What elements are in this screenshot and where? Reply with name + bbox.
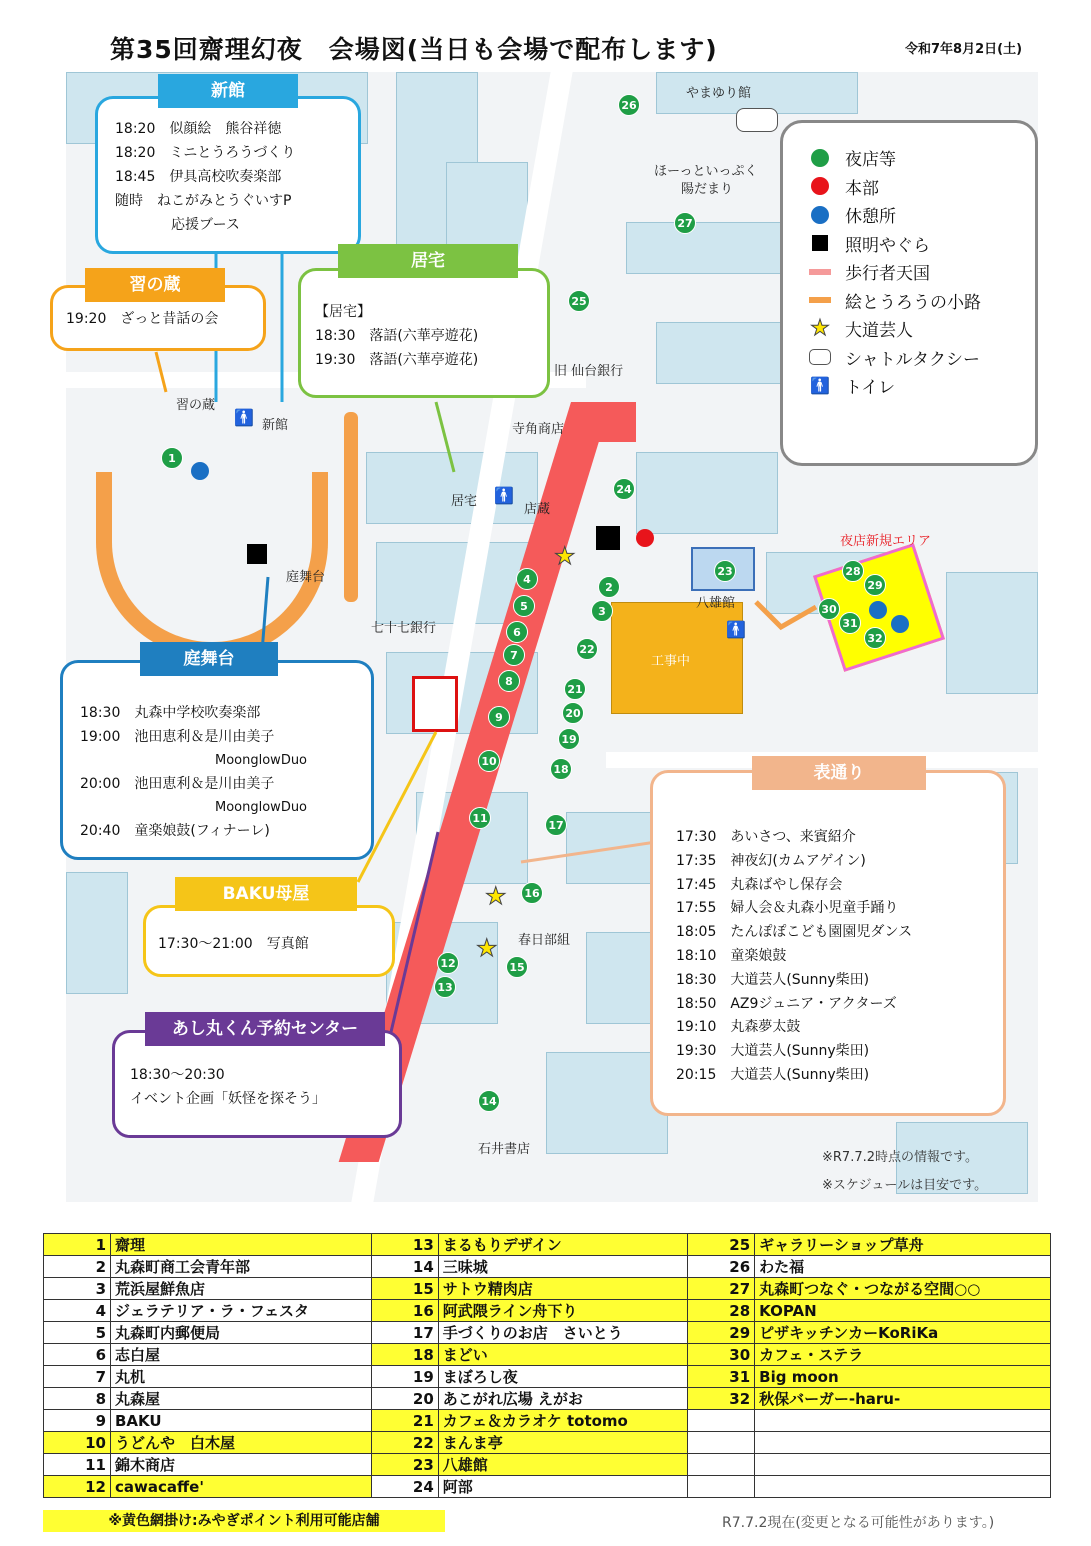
shop-name: ギャラリーショップ草舟 [755, 1234, 1051, 1256]
stall-marker: 12 [437, 952, 459, 974]
shop-name: 志白屋 [111, 1344, 372, 1366]
shop-number: 24 [371, 1476, 438, 1498]
toilet-icon: 🚹 [234, 408, 254, 427]
star-icon: ★ [476, 934, 498, 962]
table-row [44, 1256, 1051, 1278]
stall-marker: 26 [618, 94, 640, 116]
shop-number: 29 [688, 1322, 755, 1344]
stall-marker: 10 [478, 750, 500, 772]
stall-marker: 4 [516, 568, 538, 590]
baku-header: BAKU母屋 [175, 877, 357, 911]
legend-label: シャトルタクシー [845, 349, 980, 370]
schedule-line: 17:30 あいさつ、来賓紹介 [676, 829, 856, 845]
stall-marker: 27 [674, 212, 696, 234]
legend-item [809, 145, 896, 170]
shop-name: 丸机 [111, 1366, 372, 1388]
shop-name: わた福 [755, 1256, 1051, 1278]
green-dot-icon [809, 147, 831, 169]
stall-marker: 32 [864, 627, 886, 649]
toilet-icon: 🚹 [726, 620, 746, 639]
label-naranokura: 習の蔵 [176, 398, 216, 413]
legend-item [809, 259, 930, 284]
niwabutai-schedule [80, 702, 307, 843]
table-row [44, 1234, 1051, 1256]
schedule-line: 19:20 ざっと昔話の会 [66, 311, 219, 327]
note-schedule-estimate: ※スケジュールは目安です。 [822, 1178, 988, 1193]
schedule-line: 【居宅】 [315, 304, 371, 320]
schedule-line: 20:40 童楽娘鼓(フィナーレ) [80, 822, 270, 839]
table-row [44, 1410, 1051, 1432]
shop-number: 17 [371, 1322, 438, 1344]
stall-marker: 7 [503, 644, 525, 666]
stall-marker: 20 [562, 702, 584, 724]
shop-number: 1 [44, 1234, 111, 1256]
shop-name: 阿武隈ライン舟下り [438, 1300, 687, 1322]
shop-name: まぼろし夜 [438, 1366, 687, 1388]
shop-list-table [43, 1233, 1051, 1498]
shop-number: 13 [371, 1234, 438, 1256]
pink-line-icon [809, 261, 831, 283]
schedule-line: 18:30 大道芸人(Sunny柴田) [676, 971, 870, 988]
blue-dot-icon [809, 204, 831, 226]
schedule-line: MoonglowDuo [215, 753, 308, 768]
black-square-icon [809, 232, 831, 254]
shop-name: まどい [438, 1344, 687, 1366]
shop-number: 16 [371, 1300, 438, 1322]
stall-marker: 21 [564, 678, 586, 700]
naranokura-schedule [66, 307, 218, 331]
construction-label: 工事中 [651, 654, 691, 669]
schedule-line: 18:05 たんぽぽこども園園児ダンス [676, 924, 913, 941]
shop-name [755, 1432, 1051, 1454]
stall-marker: 25 [568, 290, 590, 312]
star-icon: ★ [810, 316, 830, 341]
stall-marker: 9 [488, 706, 510, 728]
schedule-line: 17:55 婦人会＆丸森小児童手踊り [676, 900, 899, 917]
omotedori-header: 表通り [752, 756, 926, 790]
stall-marker: 23 [714, 560, 736, 582]
schedule-line: 17:45 丸森ばやし保存会 [676, 876, 843, 893]
shop-name: まんま亭 [438, 1432, 687, 1454]
shop-number: 31 [688, 1366, 755, 1388]
stall-marker: 24 [613, 478, 635, 500]
orange-line-icon [809, 289, 831, 311]
stall-marker: 18 [550, 758, 572, 780]
shop-name: 秋保バーガー-haru- [755, 1388, 1051, 1410]
schedule-line: 20:15 大道芸人(Sunny柴田) [676, 1066, 870, 1083]
table-row [44, 1300, 1051, 1322]
table-row [44, 1388, 1051, 1410]
shop-name [755, 1410, 1051, 1432]
stall-marker: 14 [478, 1090, 500, 1112]
stall-marker: 5 [513, 595, 535, 617]
page-title: 第35回齋理幻夜 会場図(当日も会場で配布します) [110, 35, 718, 64]
legend-label: 大道芸人 [845, 321, 913, 341]
stall-marker: 29 [864, 574, 886, 596]
schedule-line: 19:10 丸森夢太鼓 [676, 1019, 801, 1036]
shop-number: 8 [44, 1388, 111, 1410]
label-shinkan: 新館 [262, 418, 289, 433]
shop-name: 八雄館 [438, 1454, 687, 1476]
legend-label: 夜店等 [845, 150, 896, 170]
shop-number: 14 [371, 1256, 438, 1278]
stall-marker: 30 [818, 598, 840, 620]
shop-number: 6 [44, 1344, 111, 1366]
star-icon: ★ [485, 882, 507, 910]
naranokura-header: 習の蔵 [85, 268, 225, 302]
shop-name: Big moon [755, 1366, 1051, 1388]
legend-label: 休憩所 [845, 207, 896, 227]
shop-number: 4 [44, 1300, 111, 1322]
shop-name: 齋理 [111, 1234, 372, 1256]
schedule-line: 18:10 童楽娘鼓 [676, 947, 787, 964]
kyotaku-schedule [315, 300, 478, 372]
shinkan-header: 新館 [158, 74, 298, 108]
schedule-line: 随時 ねこがみとうぐいすP [115, 193, 292, 209]
shop-name [755, 1454, 1051, 1476]
label-hachiyu: 八雄館 [696, 596, 736, 611]
shop-name: 阿部 [438, 1476, 687, 1498]
shop-name: 丸森屋 [111, 1388, 372, 1410]
schedule-line: 19:30 落語(六華亭遊花) [315, 352, 479, 368]
shop-number [688, 1476, 755, 1498]
table-row [44, 1432, 1051, 1454]
label-terakado: 寺角商店 [512, 422, 565, 437]
toilet-icon: 🚹 [494, 486, 514, 505]
shop-number: 25 [688, 1234, 755, 1256]
label-new-area: 夜店新規エリア [840, 534, 932, 549]
schedule-line: 17:35 神夜幻(カムアゲイン) [676, 852, 866, 869]
label-kyotaku: 居宅 [451, 494, 478, 509]
schedule-line: 18:50 AZ9ジュニア・アクターズ [676, 995, 897, 1012]
schedule-line: 応援ブース [115, 217, 240, 233]
legend-item [809, 231, 930, 256]
niwabutai-header: 庭舞台 [140, 642, 278, 676]
legend-label: 歩行者天国 [845, 264, 930, 284]
stall-marker: 3 [591, 600, 613, 622]
shop-number [688, 1454, 755, 1476]
stall-marker: 11 [469, 807, 491, 829]
label-sendai-bank: 旧 仙台銀行 [554, 364, 624, 379]
legend-item [809, 316, 913, 341]
shop-number: 23 [371, 1454, 438, 1476]
stall-marker: 2 [598, 576, 620, 598]
table-row [44, 1476, 1051, 1498]
schedule-line: 19:30 大道芸人(Sunny柴田) [676, 1043, 870, 1060]
label-77-bank: 七十七銀行 [371, 621, 437, 636]
stall-marker: 15 [506, 956, 528, 978]
shop-number: 18 [371, 1344, 438, 1366]
shop-name [755, 1476, 1051, 1498]
star-icon: ★ [554, 542, 576, 570]
shop-name: 手づくりのお店 さいとう [438, 1322, 687, 1344]
shop-name: cawacaffe' [111, 1476, 372, 1498]
shop-name: ピザキッチンカーKoRiKa [755, 1322, 1051, 1344]
legend-label: トイレ [845, 378, 896, 398]
label-misekura: 店蔵 [524, 502, 551, 517]
shop-name: ジェラテリア・ラ・フェスタ [111, 1300, 372, 1322]
yellow-footnote: ※黄色網掛け:みやぎポイント利用可能店舗 [43, 1510, 445, 1532]
shop-number [688, 1432, 755, 1454]
shop-number: 21 [371, 1410, 438, 1432]
shop-number: 12 [44, 1476, 111, 1498]
kyotaku-header: 居宅 [338, 244, 518, 278]
shop-number: 20 [371, 1388, 438, 1410]
label-hottoippuku: ほーっといっぷく [654, 164, 758, 179]
label-niwabutai: 庭舞台 [286, 570, 326, 585]
stall-marker: 8 [498, 670, 520, 692]
shop-name: 三味城 [438, 1256, 687, 1278]
red-dot-icon [809, 175, 831, 197]
legend-label: 本部 [845, 178, 879, 199]
legend-item [809, 373, 895, 398]
stall-marker: 19 [558, 728, 580, 750]
shop-number: 2 [44, 1256, 111, 1278]
shop-number: 30 [688, 1344, 755, 1366]
shop-name: 錦木商店 [111, 1454, 372, 1476]
stall-marker: 28 [842, 560, 864, 582]
schedule-line: 18:30 落語(六華亭遊花) [315, 328, 479, 344]
shop-number: 32 [688, 1388, 755, 1410]
stall-marker: 6 [506, 621, 528, 643]
schedule-line: 18:20 似顔絵 熊谷祥徳 [115, 121, 282, 137]
table-row [44, 1322, 1051, 1344]
shop-name: まるもりデザイン [438, 1234, 687, 1256]
shop-number: 19 [371, 1366, 438, 1388]
shop-name: KOPAN [755, 1300, 1051, 1322]
shop-number: 3 [44, 1278, 111, 1300]
revision-note: R7.7.2現在(変更となる可能性があります。) [722, 1515, 995, 1531]
ashimaru-header: あし丸くん予約センター [145, 1012, 385, 1046]
stall-marker: 1 [161, 447, 183, 469]
shop-number: 27 [688, 1278, 755, 1300]
schedule-line: 19:00 池田恵利＆是川由美子 [80, 728, 275, 745]
shop-number: 11 [44, 1454, 111, 1476]
shop-number: 10 [44, 1432, 111, 1454]
shop-name: 丸森町商工会青年部 [111, 1256, 372, 1278]
shop-number: 7 [44, 1366, 111, 1388]
stall-marker: 31 [839, 612, 861, 634]
shop-name: サトウ精肉店 [438, 1278, 687, 1300]
map-legend [780, 120, 1038, 466]
legend-item [809, 174, 879, 199]
legend-label: 絵とうろうの小路 [845, 292, 981, 313]
stall-marker: 16 [521, 882, 543, 904]
shop-name: BAKU [111, 1410, 372, 1432]
table-row [44, 1278, 1051, 1300]
note-info-date: ※R7.7.2時点の情報です。 [822, 1150, 978, 1165]
taxi-icon [809, 346, 831, 368]
label-hidamari: 陽だまり [681, 182, 734, 197]
shop-name: 荒浜屋鮮魚店 [111, 1278, 372, 1300]
schedule-line: MoonglowDuo [215, 800, 308, 815]
toilet-icon: 🚹 [810, 376, 830, 395]
stall-marker: 22 [576, 638, 598, 660]
shop-name: カフェ＆カラオケ totomo [438, 1410, 687, 1432]
shop-name: カフェ・ステラ [755, 1344, 1051, 1366]
legend-item [809, 202, 896, 227]
shop-number: 15 [371, 1278, 438, 1300]
shop-number: 26 [688, 1256, 755, 1278]
schedule-line: イベント企画「妖怪を探そう」 [130, 1091, 326, 1107]
schedule-line: 17:30〜21:00 写真館 [158, 936, 309, 952]
shop-number [688, 1410, 755, 1432]
event-date: 令和7年8月2日(土) [905, 42, 1023, 57]
baku-schedule [158, 932, 309, 956]
stall-marker: 13 [434, 976, 456, 998]
omotedori-schedule [676, 826, 912, 1088]
legend-item [809, 288, 981, 313]
schedule-line: 18:30〜20:30 [130, 1067, 225, 1083]
shop-number: 5 [44, 1322, 111, 1344]
table-row [44, 1344, 1051, 1366]
schedule-line: 18:30 丸森中学校吹奏楽部 [80, 705, 261, 721]
table-row [44, 1454, 1051, 1476]
label-kasukabe: 春日部組 [518, 933, 571, 948]
shop-number: 28 [688, 1300, 755, 1322]
schedule-line: 18:20 ミニとうろうづくり [115, 145, 296, 161]
shop-number: 22 [371, 1432, 438, 1454]
label-ishii: 石井書店 [478, 1142, 531, 1157]
legend-item [809, 345, 980, 370]
schedule-line: 20:00 池田恵利＆是川由美子 [80, 775, 275, 792]
table-row [44, 1366, 1051, 1388]
label-yamayuri: やまゆり館 [686, 86, 752, 101]
shinkan-schedule [115, 117, 295, 237]
schedule-line: 18:45 伊具高校吹奏楽部 [115, 169, 282, 185]
shop-name: あこがれ広場 えがお [438, 1388, 687, 1410]
shop-number: 9 [44, 1410, 111, 1432]
ashimaru-schedule [130, 1063, 326, 1111]
shop-name: うどんや 白木屋 [111, 1432, 372, 1454]
shop-name: 丸森町内郵便局 [111, 1322, 372, 1344]
stall-marker: 17 [545, 814, 567, 836]
shop-name: 丸森町つなぐ・つながる空間○○ [755, 1278, 1051, 1300]
legend-label: 照明やぐら [845, 235, 930, 256]
